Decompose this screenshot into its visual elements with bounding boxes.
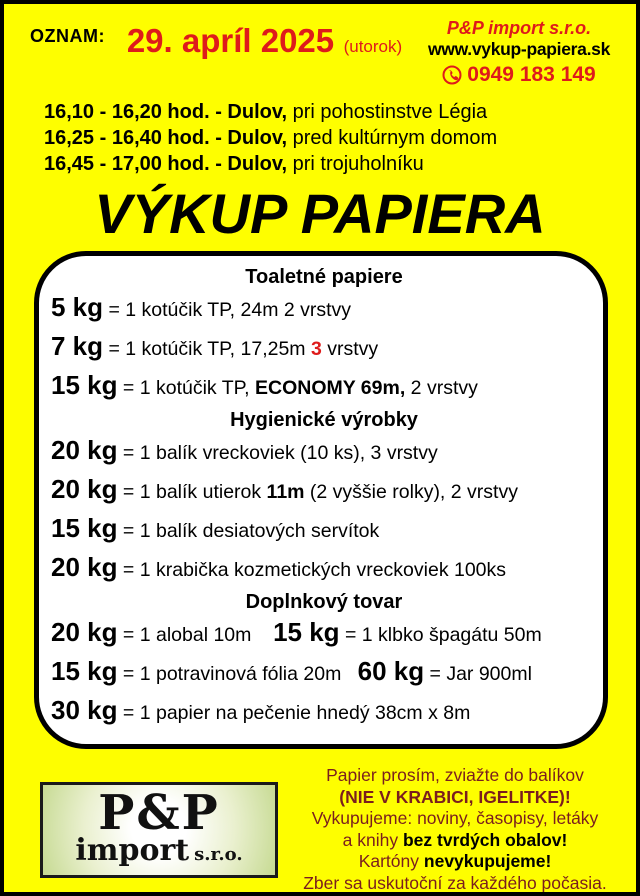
text-segment: vrstvy [321,338,379,360]
text-segment: Papier prosím, zviažte do balíkov [326,765,584,785]
text-segment: 15 kg [51,656,118,686]
text-segment: 20 kg [51,435,118,465]
offer-line [51,290,597,329]
text-segment: Zber sa uskutoční za každého počasia. [303,872,607,893]
text-segment: pri trojuholníku [287,153,424,175]
schedule-line [44,125,636,151]
text-segment: = 1 klbko špagátu 50m [339,624,542,646]
text-segment: 11m [266,481,305,503]
offers-box [34,251,608,749]
note-line [292,808,618,830]
event-weekday: (utorok) [343,37,403,56]
phone-circle-icon [442,65,462,85]
section-heading-hygienicke: Hygienické výrobky [230,409,418,431]
text-segment: 15 kg [51,370,118,400]
text-segment: pri pohostinstve Légia [287,101,488,123]
event-date-block [105,22,424,87]
event-date: 29. apríl 2025 [126,22,335,59]
note-line [292,851,618,873]
text-segment: 16,25 - 16,40 hod. - Dulov, [44,127,288,149]
offer-line [51,615,597,654]
text-segment: = 1 krabička kozmetických vreckoviek 100ks [117,559,507,581]
footer [40,765,618,894]
text-segment: = 1 alobal 10m [117,624,252,646]
text-segment: 15 kg [273,617,340,647]
text-segment: = 1 kotúčik TP, 17,25m [103,338,311,360]
text-segment: 20 kg [51,617,118,647]
website-url: www.vykup-papiera.sk [427,39,611,59]
page-title: VÝKUP PAPIERA [94,182,546,245]
text-segment: pred kultúrnym domom [287,127,498,149]
logo-name: P&P [98,784,220,841]
text-segment: = 1 balík vreckoviek (10 ks), 3 vrstvy [117,442,438,464]
text-segment: 2 vrstvy [405,377,478,399]
text-segment: 15 kg [51,513,118,543]
text-segment: a knihy [342,829,403,850]
text-segment: (NIE V KRABICI, IGELITKE)! [339,786,571,807]
note-line [292,873,618,895]
text-segment: bez tvrdých obalov! [402,829,568,850]
text-segment: 20 kg [51,552,118,582]
company-logo [40,782,278,878]
contact-block [424,18,614,87]
text-segment [341,663,357,685]
header [4,4,636,87]
text-segment: = Jar 900ml [424,663,532,685]
oznam-label: OZNAM: [30,26,105,46]
schedule-line [44,151,636,177]
text-segment: 30 kg [51,695,118,725]
offer-line [51,654,597,693]
text-segment: Kartóny [358,851,424,871]
offer-line [51,329,597,368]
text-segment: = 1 kotúčik TP, [117,377,255,399]
section-heading-toaletne: Toaletné papiere [245,266,403,288]
text-segment: Vykupujeme: noviny, časopisy, letáky [311,808,599,828]
schedule [44,99,636,177]
section-heading-doplnkovy: Doplnkový tovar [245,591,403,613]
logo-sro: s.r.o. [194,843,243,865]
text-segment: 60 kg [357,656,425,686]
text-segment: nevykupujeme! [423,851,552,871]
phone-line [424,63,614,87]
text-segment: 7 kg [51,331,104,361]
offer-line [51,511,597,550]
text-segment: = 1 potravinová fólia 20m [117,663,342,685]
text-segment: 16,10 - 16,20 hod. - Dulov, [44,101,288,123]
schedule-line [44,99,636,125]
phone-number: 0949 183 149 [467,63,596,86]
offer-line [51,472,597,511]
text-segment: 20 kg [51,474,118,504]
section-toaletne [51,290,597,407]
company-name: P&P import s.r.o. [446,18,592,38]
offer-line [51,433,597,472]
text-segment: 3 [310,338,322,360]
text-segment: = 1 kotúčik TP, 24m 2 vrstvy [103,299,352,321]
text-segment: ECONOMY 69m, [254,377,406,399]
text-segment: (2 vyššie rolky), 2 vrstvy [304,481,518,503]
section-hygienicke [51,433,597,589]
section-doplnkovy [51,615,597,732]
text-segment: = 1 balík desiatových servítok [117,520,380,542]
offer-line [51,550,597,589]
note-line [292,765,618,787]
note-line [292,787,618,809]
offer-line [51,693,597,732]
text-segment: = 1 balík utierok [117,481,267,503]
text-segment: = 1 papier na pečenie hnedý 38cm x 8m [117,702,471,724]
footer-notes [292,765,618,894]
logo-import: import [75,832,190,868]
offer-line [51,368,597,407]
note-line [292,830,618,852]
text-segment: 16,45 - 17,00 hod. - Dulov, [44,153,288,175]
text-segment: 5 kg [51,292,104,322]
text-segment [251,624,273,646]
logo-import-line [75,832,243,870]
